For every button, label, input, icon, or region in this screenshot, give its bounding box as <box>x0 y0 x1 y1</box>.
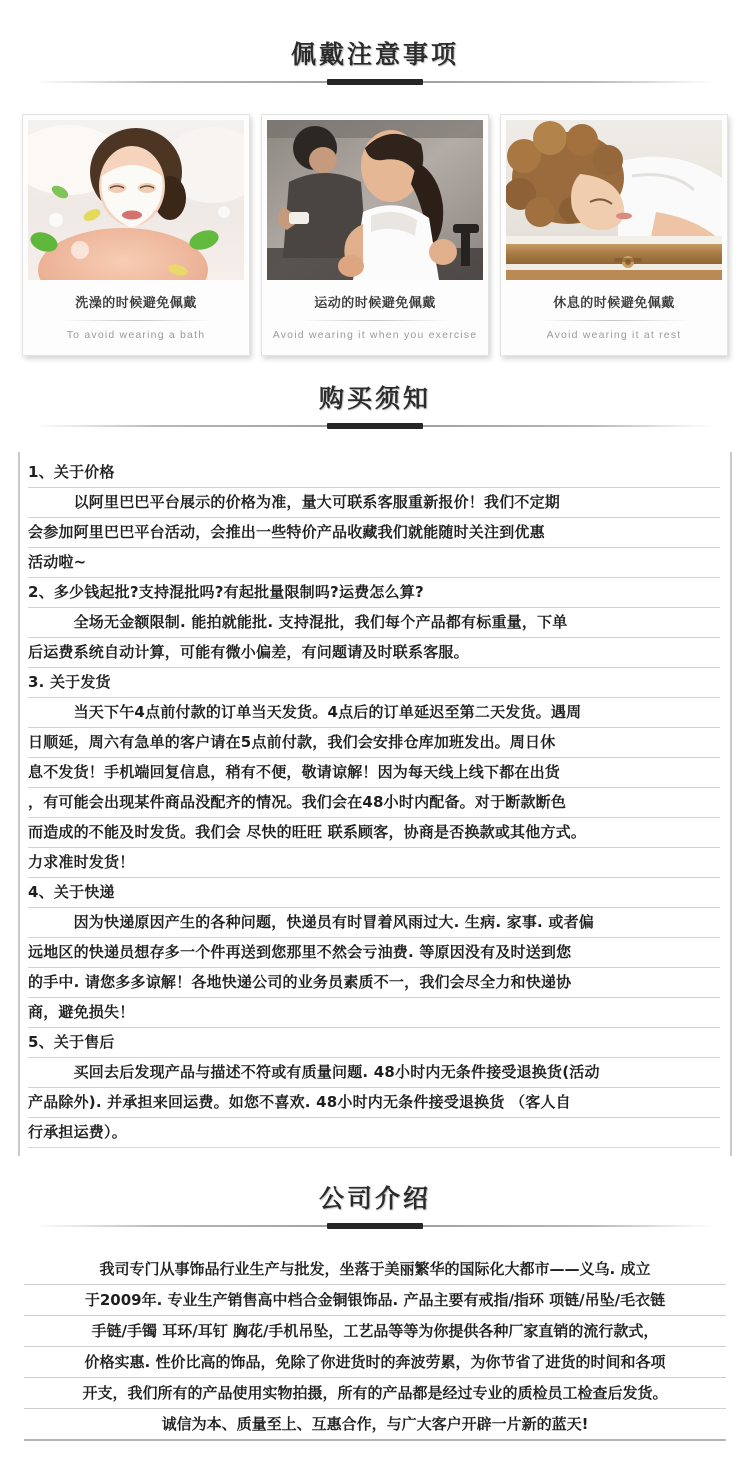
warning-card-rest[interactable] <box>500 114 728 356</box>
notice-line: 后运费系统自动计算，可能有微小偏差，有问题请及时联系客服。 <box>28 638 720 668</box>
notice-line: 买回去后发现产品与描述不符或有质量问题. 48小时内无条件接受退换货(活动 <box>28 1058 720 1088</box>
notice-line: 当天下午4点前付款的订单当天发货。4点后的订单延迟至第二天发货。遇周 <box>28 698 720 728</box>
company-intro-block <box>18 1250 732 1447</box>
company-line: 手链/手镯 耳环/耳钉 胸花/手机吊坠，工艺品等等为你提供各种厂家直销的流行款式， <box>24 1316 726 1347</box>
section-gap-2 <box>0 1156 750 1186</box>
rest-caption <box>506 280 722 355</box>
notice-line: 1、关于价格 <box>28 458 720 488</box>
bath-caption-en: To avoid wearing a bath <box>66 329 206 341</box>
rest-photo <box>506 120 722 280</box>
exercise-caption <box>267 280 483 355</box>
company-divider <box>0 1222 750 1230</box>
caption-rule <box>539 320 689 321</box>
wearing-divider <box>0 78 750 86</box>
notice-line: 5、关于售后 <box>28 1028 720 1058</box>
notice-line: 全场无金额限制. 能拍就能批. 支持混批，我们每个产品都有标重量，下单 <box>28 608 720 638</box>
warning-card-exercise[interactable] <box>261 114 489 356</box>
company-line: 我司专门从事饰品行业生产与批发，坐落于美丽繁华的国际化大都市——义乌. 成立 <box>24 1254 726 1285</box>
divider-center-nub <box>327 1223 423 1229</box>
purchase-divider <box>0 422 750 430</box>
exercise-photo-illustration <box>267 120 483 280</box>
rest-photo-illustration <box>506 120 722 280</box>
section-gap-1 <box>0 356 750 386</box>
notice-line: 活动啦~ <box>28 548 720 578</box>
notice-line: 息不发货！手机端回复信息，稍有不便，敬请谅解！因为每天线上线下都在出货 <box>28 758 720 788</box>
company-section-header <box>0 1186 750 1230</box>
caption-rule <box>61 320 211 321</box>
notice-line: 力求准时发货！ <box>28 848 720 878</box>
wearing-section-header <box>0 42 750 86</box>
company-line: 于2009年. 专业生产销售高中档合金铜银饰品. 产品主要有戒指/指环 项链/吊坠/毛衣链 <box>24 1285 726 1316</box>
notice-line: 4、关于快递 <box>28 878 720 908</box>
exercise-photo <box>267 120 483 280</box>
company-line: 开支，我们所有的产品使用实物拍摄，所有的产品都是经过专业的质检员工检查后发货。 <box>24 1378 726 1409</box>
purchase-notice-block <box>18 452 732 1156</box>
caption-rule <box>300 320 450 321</box>
notice-line: 商，避免损失！ <box>28 998 720 1028</box>
notice-line: 2、多少钱起批?支持混批吗?有起批量限制吗?运费怎么算? <box>28 578 720 608</box>
purchase-section-header <box>0 386 750 430</box>
bath-caption <box>28 280 244 355</box>
exercise-caption-en: Avoid wearing it when you exercise <box>272 329 478 341</box>
notice-line: 远地区的快递员想存多一个件再送到您那里不然会亏油费. 等原因没有及时送到您 <box>28 938 720 968</box>
notice-line: 行承担运费）。 <box>28 1118 720 1148</box>
bath-photo-illustration <box>28 120 244 280</box>
rest-caption-cn: 休息的时候避免佩戴 <box>553 296 675 311</box>
bath-caption-cn: 洗澡的时候避免佩戴 <box>75 296 197 311</box>
notice-line-wangwang: 而造成的不能及时发货。我们会 尽快的旺旺 联系顾客，协商是否换款或其他方式。 <box>28 818 720 848</box>
notice-line: 的手中. 请您多多谅解！各地快递公司的业务员素质不一，我们会尽全力和快递协 <box>28 968 720 998</box>
divider-center-nub <box>327 423 423 429</box>
company-slogan: 诚信为本、质量至上、互惠合作，与广大客户开辟一片新的蓝天! <box>24 1409 726 1441</box>
notice-line: 因为快递原因产生的各种问题，快递员有时冒着风雨过大. 生病. 家事. 或者偏 <box>28 908 720 938</box>
top-spacer <box>0 0 750 42</box>
company-line: 价格实惠. 性价比高的饰品，免除了你进货时的奔波劳累，为你节省了进货的时间和各项 <box>24 1347 726 1378</box>
wearing-section-title: 佩戴注意事项 <box>290 40 459 69</box>
notice-line: 产品除外). 并承担来回运费。如您不喜欢. 48小时内无条件接受退换货 （客人自 <box>28 1088 720 1118</box>
divider-center-nub <box>327 79 423 85</box>
warning-cards-row <box>0 114 750 356</box>
notice-line: 日顺延，周六有急单的客户请在5点前付款，我们会安排仓库加班发出。周日休 <box>28 728 720 758</box>
exercise-caption-cn: 运动的时候避免佩戴 <box>314 296 436 311</box>
company-section-title: 公司介绍 <box>318 1184 431 1213</box>
purchase-section-title: 购买须知 <box>318 384 431 413</box>
bath-photo <box>28 120 244 280</box>
notice-line: 3. 关于发货 <box>28 668 720 698</box>
notice-line: 以阿里巴巴平台展示的价格为准，量大可联系客服重新报价！我们不定期 <box>28 488 720 518</box>
notice-line: ，有可能会出现某件商品没配齐的情况。我们会在48小时内配备。对于断款断色 <box>28 788 720 818</box>
notice-line: 会参加阿里巴巴平台活动，会推出一些特价产品收藏我们就能随时关注到优惠 <box>28 518 720 548</box>
rest-caption-en: Avoid wearing it at rest <box>546 329 682 341</box>
warning-card-bath[interactable] <box>22 114 250 356</box>
